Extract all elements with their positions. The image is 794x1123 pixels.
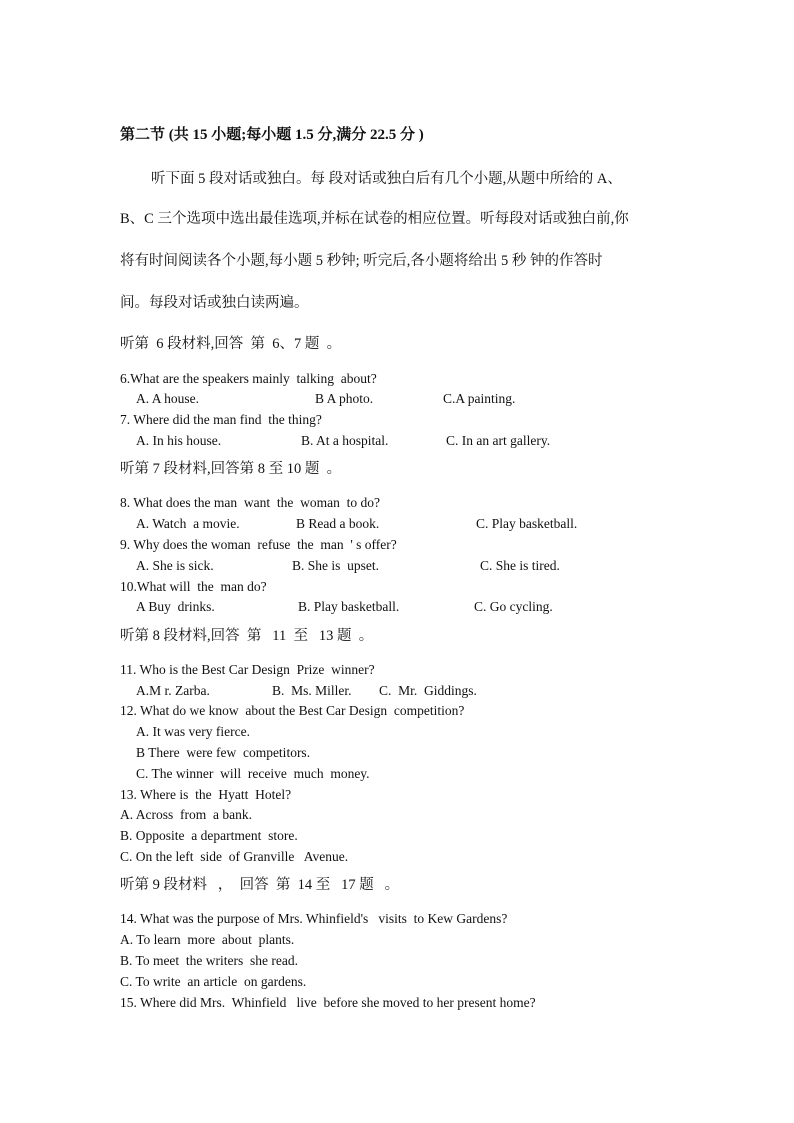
q6-option-b: B A photo. bbox=[315, 391, 374, 406]
q14-option-b: B. To meet the writers she read. bbox=[120, 953, 299, 968]
q7-option-a: A. In his house. bbox=[136, 433, 222, 448]
q12-option-a: A. It was very fierce. bbox=[136, 724, 250, 739]
q8-option-c: C. Play basketball. bbox=[476, 516, 578, 531]
q10-option-b: B. Play basketball. bbox=[298, 599, 400, 614]
q9-option-c: C. She is tired. bbox=[480, 558, 560, 573]
question-7: 7. Where did the man find the thing? bbox=[120, 412, 322, 427]
q7-option-c: C. In an art gallery. bbox=[446, 433, 551, 448]
question-9: 9. Why does the woman refuse the man ' s offer? bbox=[120, 537, 397, 552]
material-6-heading: 听第 6 段材料,回答 第 6、7 题 。 bbox=[120, 336, 342, 352]
q6-option-c: C.A painting. bbox=[443, 391, 516, 406]
q12-option-c: C. The winner will receive much money. bbox=[136, 766, 370, 781]
instruction-line-2: B、C 三个选项中选出最佳选项,并标在试卷的相应位置。听每段对话或独白前,你 bbox=[120, 211, 629, 227]
q9-option-b: B. She is upset. bbox=[292, 558, 380, 573]
instruction-line-4: 间。每段对话或独白读两遍。 bbox=[120, 295, 309, 311]
q7-option-b: B. At a hospital. bbox=[301, 433, 389, 448]
instruction-line-3: 将有时间阅读各个小题,每小题 5 秒钟; 听完后,各小题将给出 5 秒 钟的作答时 bbox=[120, 253, 603, 269]
question-12: 12. What do we know about the Best Car Design competition? bbox=[120, 703, 465, 718]
q6-option-a: A. A house. bbox=[136, 391, 200, 406]
q11-option-a: A.M r. Zarba. bbox=[136, 683, 210, 698]
material-9-heading: 听第 9 段材料 ， 回答 第 14 至 17 题 。 bbox=[120, 877, 400, 893]
material-8-heading: 听第 8 段材料,回答 第 11 至 13 题 。 bbox=[120, 628, 374, 644]
instruction-line-1: 听下面 5 段对话或独白。每 段对话或独白后有几个小题,从题中所给的 A、 bbox=[151, 171, 622, 187]
question-10: 10.What will the man do? bbox=[120, 579, 267, 594]
q9-option-a: A. She is sick. bbox=[136, 558, 214, 573]
q10-option-c: C. Go cycling. bbox=[474, 599, 553, 614]
q14-option-a: A. To learn more about plants. bbox=[120, 932, 295, 947]
q11-option-b: B. Ms. Miller. bbox=[272, 683, 352, 698]
q14-option-c: C. To write an article on gardens. bbox=[120, 974, 307, 989]
q13-option-a: A. Across from a bank. bbox=[120, 807, 252, 822]
q12-option-b: B There were few competitors. bbox=[136, 745, 311, 760]
q8-option-b: B Read a book. bbox=[296, 516, 380, 531]
question-13: 13. Where is the Hyatt Hotel? bbox=[120, 787, 292, 802]
q11-option-c: C. Mr. Giddings. bbox=[379, 683, 477, 698]
question-6: 6.What are the speakers mainly talking about? bbox=[120, 371, 377, 386]
material-7-heading: 听第 7 段材料,回答第 8 至 10 题 。 bbox=[120, 461, 342, 477]
question-15: 15. Where did Mrs. Whinfield live before she moved to her present home? bbox=[120, 995, 536, 1010]
question-14: 14. What was the purpose of Mrs. Whinfield's visits to Kew Gardens? bbox=[120, 911, 508, 926]
q13-option-b: B. Opposite a department store. bbox=[120, 828, 298, 843]
q13-option-c: C. On the left side of Granville Avenue. bbox=[120, 849, 349, 864]
question-8: 8. What does the man want the woman to do? bbox=[120, 495, 380, 510]
q10-option-a: A Buy drinks. bbox=[136, 599, 215, 614]
section-title: 第二节 (共 15 小题;每小题 1.5 分,满分 22.5 分 ) bbox=[120, 127, 424, 143]
question-11: 11. Who is the Best Car Design Prize winner? bbox=[120, 662, 375, 677]
q8-option-a: A. Watch a movie. bbox=[136, 516, 240, 531]
